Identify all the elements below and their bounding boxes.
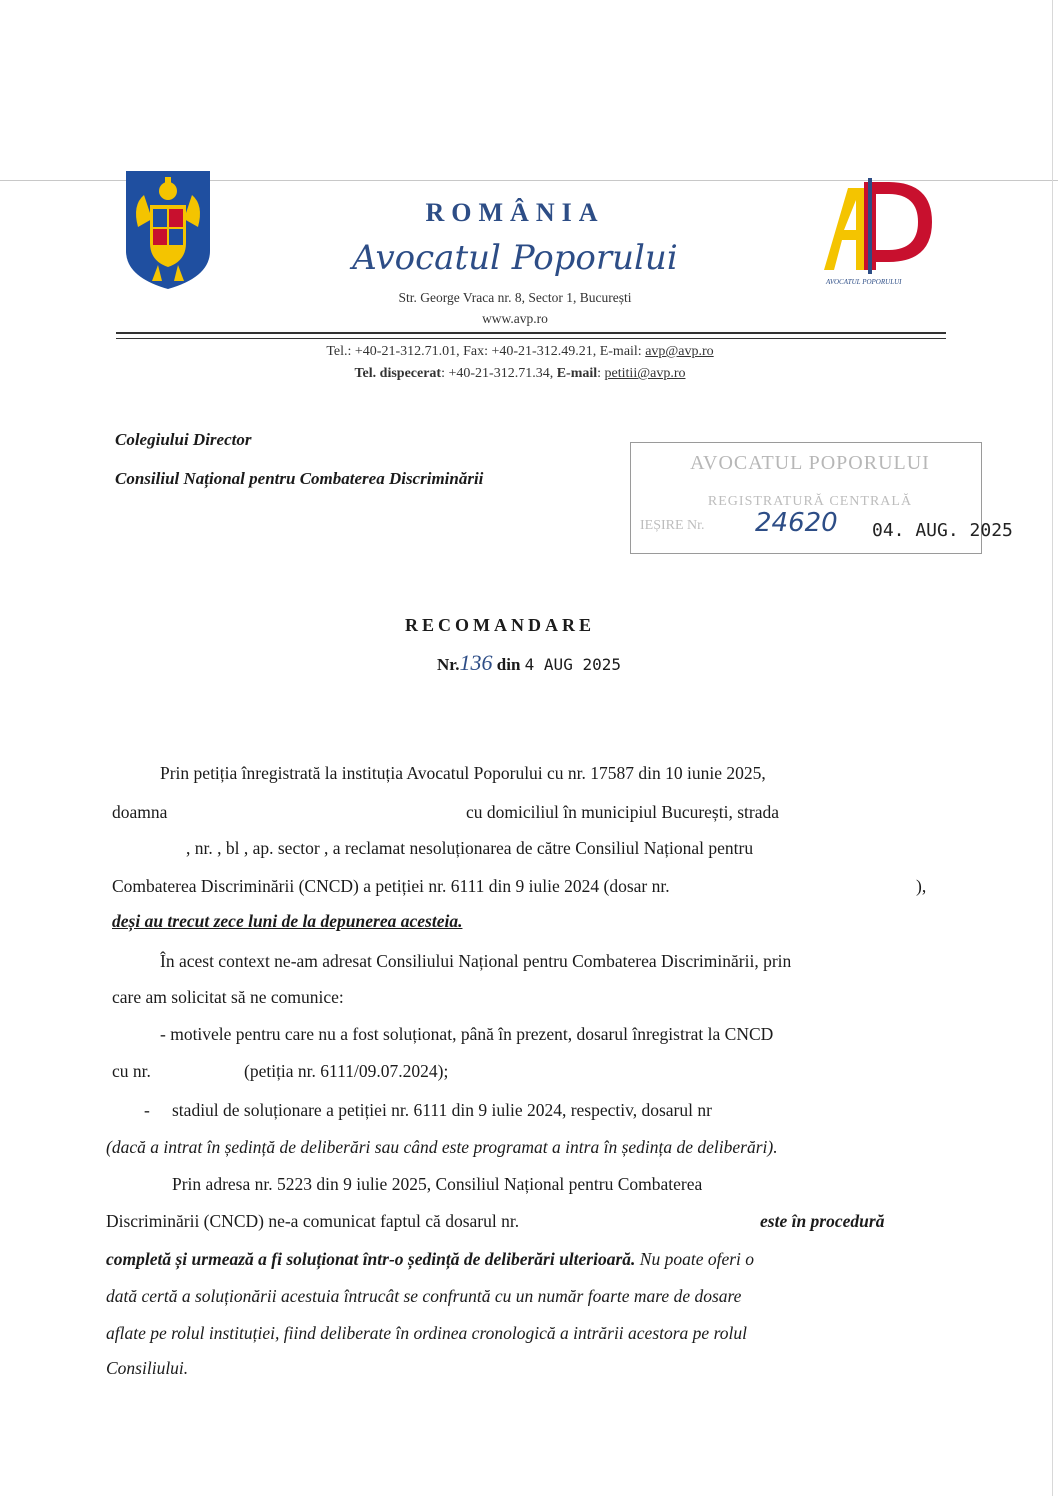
avp-logo-icon [810,170,940,290]
list-dash: - [144,1100,150,1120]
institution-name: Avocatul Poporului [352,238,678,278]
paragraph-line: doamna [112,802,168,822]
italic-text: Nu poate oferi o [635,1249,755,1269]
list-item: - motivele pentru care nu a fost soluționat, până în prezent, dosarul înregistrat la CNCD [160,1024,774,1044]
stamp-registry: REGISTRATURĂ CENTRALĂ [707,494,913,509]
document-title: RECOMANDARE [405,615,595,635]
logo-caption: AVOCATUL POPORULUI [826,278,902,286]
paragraph-line: Combaterea Discriminării (CNCD) a petiției nr. 6111 din 9 iulie 2024 (dosar nr. [112,876,670,896]
emphasized-line: deși au trecut zece luni de la depunerea acesteia. [112,911,463,931]
stamped-date: 4 AUG 2025 [524,655,621,674]
contact-email-link[interactable]: avp@avp.ro [645,344,714,359]
list-item-line: (petiția nr. 6111/09.07.2024); [244,1061,449,1081]
paragraph-line: , nr. , bl , ap. sector , a reclamat nesoluționarea de către Consiliul Național pentru [186,838,754,858]
list-item-line: cu nr. [112,1061,151,1081]
coat-of-arms-icon [122,165,214,291]
paragraph-line: Prin petiția înregistrată la instituția Avocatul Poporului cu nr. 17587 din 10 iunie 2025, [160,763,766,783]
scan-right-edge [1052,0,1053,1496]
paragraph-line: care am solicitat să ne comunice: [112,987,344,1007]
contact-line-1 [250,344,790,360]
paragraph-line: Consiliului. [106,1358,189,1378]
paragraph-line [106,1249,754,1269]
petitions-email-link[interactable]: petitii@avp.ro [604,366,686,381]
contact-phone-fax: Tel.: +40-21-312.71.01, Fax: +40-21-312.49.21, E-mail: [326,344,646,359]
stamp-date: 04. AUG. 2025 [872,520,1013,541]
dispatch-label: Tel. dispecerat [354,366,442,381]
dispatch-email-label: E-mail [556,366,598,381]
header-rule-thin [116,338,946,339]
paragraph-line: Discriminării (CNCD) ne-a comunicat faptul că dosarul nr. [106,1211,520,1231]
list-item-line: (dacă a intrat în ședință de deliberări sau când este programat a intra în ședința de deliberări). [106,1137,778,1157]
stamp-exit-label: IEȘIRE Nr. [640,518,705,533]
document-number [437,650,621,676]
handwritten-number: 136 [459,650,493,675]
header-rule [116,332,946,334]
paragraph-line: cu domiciliul în municipiul București, strada [466,802,780,822]
institution-address: Str. George Vraca nr. 8, Sector 1, București [398,290,632,305]
number-label: Nr. [437,655,460,674]
addressee-title: Colegiului Director [115,430,252,449]
emphasized-text: completă și urmează a fi soluționat într-o ședință de deliberări ulterioară. [106,1249,636,1269]
paragraph-line: ), [916,876,927,896]
paragraph-line: Prin adresa nr. 5223 din 9 iulie 2025, Consiliul Național pentru Combaterea [172,1174,703,1194]
institution-website: www.avp.ro [482,311,548,326]
stamp-institution: AVOCATUL POPORULUI [690,452,930,474]
contact-line-2: Tel. dispecerat: +40-21-312.71.34, E-mail: petitii@avp.ro [354,366,686,381]
date-label: din [492,655,525,674]
paragraph-line: În acest context ne-am adresat Consiliului Național pentru Combaterea Discriminării, prin [160,951,792,971]
list-item: stadiul de soluționare a petiției nr. 6111 din 9 iulie 2024, respectiv, dosarul nr [172,1100,712,1120]
stamp-handwritten-number: 24620 [755,508,838,538]
emphasized-line: este în procedură [760,1211,885,1231]
addressee-institution: Consiliul Național pentru Combaterea Discriminării [115,469,484,488]
paragraph-line: dată certă a soluționării acestuia întrucât se confruntă cu un număr foarte mare de dosare [106,1286,742,1306]
paragraph-line: aflate pe rolul instituției, fiind deliberate în ordinea cronologică a intrării acestora pe rolul [106,1323,747,1343]
dispatch-phone: : +40-21-312.71.34, [441,366,557,381]
country-name: ROMÂNIA [425,198,605,227]
